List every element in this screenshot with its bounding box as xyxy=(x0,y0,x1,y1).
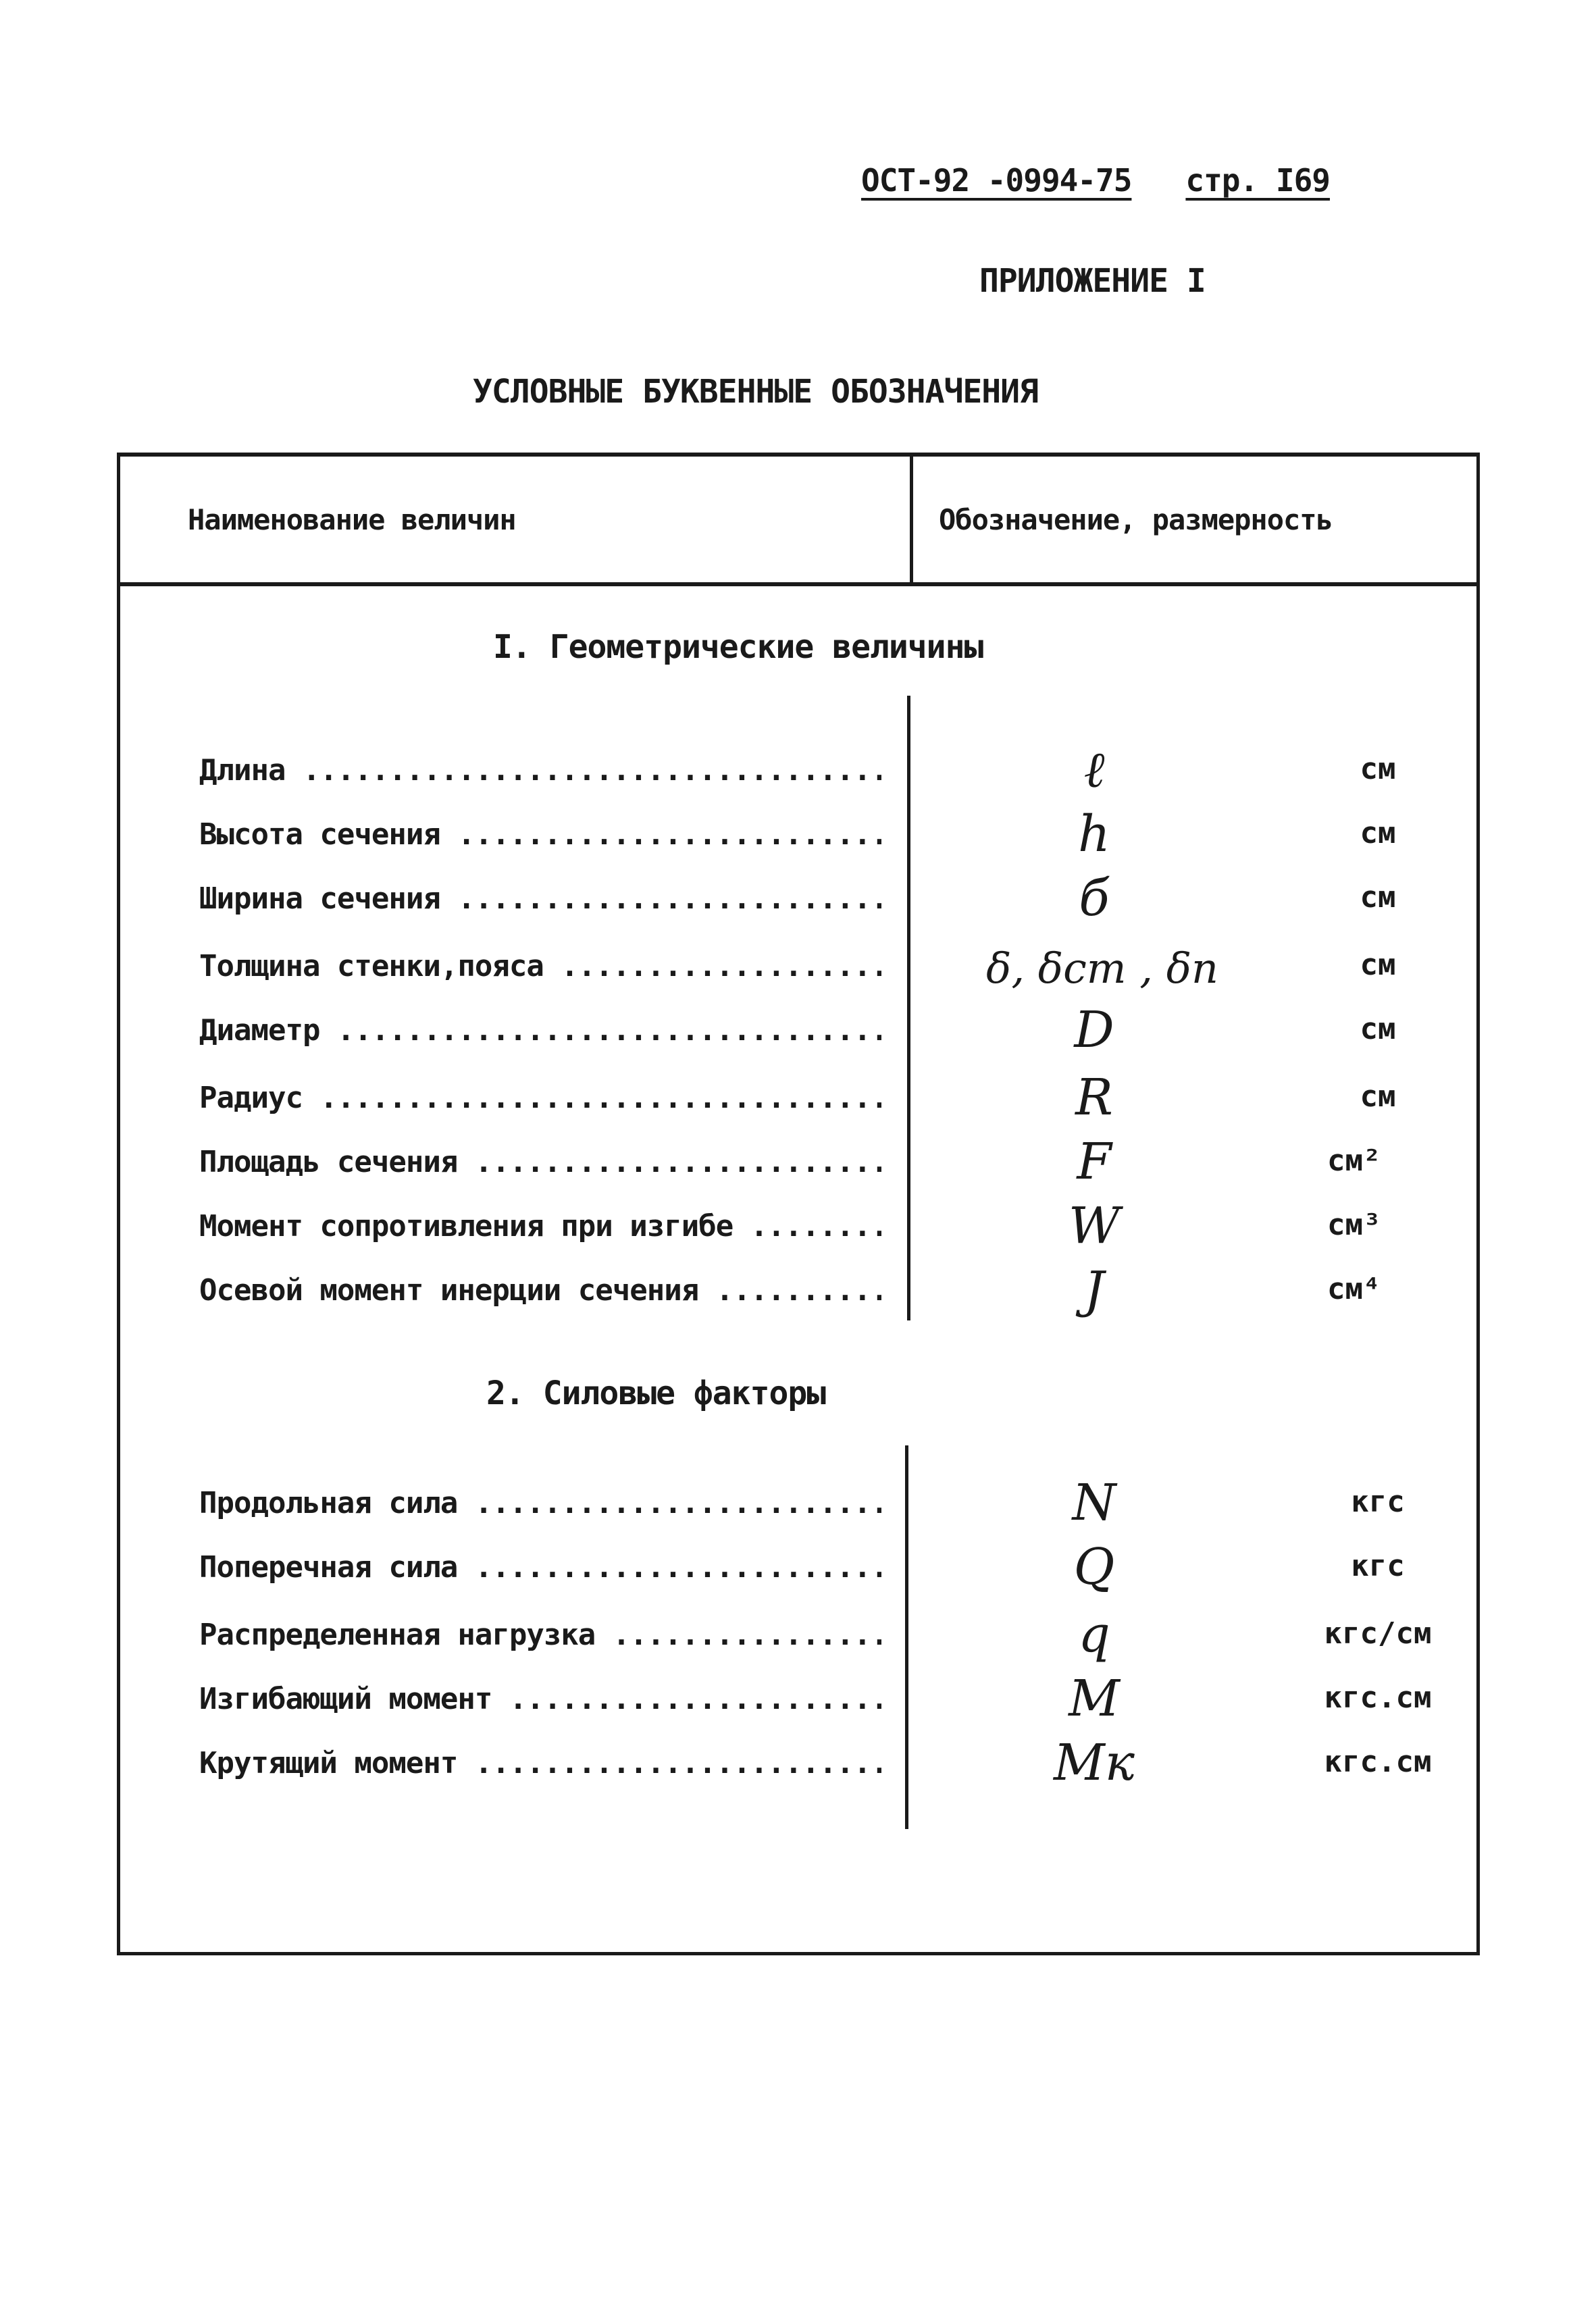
quantity-name: Диаметр ..... xyxy=(199,1013,881,1048)
column-header-symbol: Обозначение, размерность xyxy=(939,503,1333,536)
table-row xyxy=(0,1605,1596,1672)
table-row xyxy=(0,1069,1596,1135)
table-row xyxy=(0,1133,1596,1199)
quantity-unit: кгс.см xyxy=(1324,1745,1432,1779)
quantity-unit: см xyxy=(1360,1079,1396,1114)
table-row xyxy=(0,805,1596,871)
page-number: стр. I69 xyxy=(1185,162,1330,199)
table-row xyxy=(0,741,1596,807)
table-row xyxy=(0,1734,1596,1800)
quantity-name: Площадь сечения ..... xyxy=(199,1145,881,1179)
quantity-name: Ширина сечения ..... xyxy=(199,881,881,916)
quantity-unit: кгс.см xyxy=(1324,1680,1432,1715)
quantity-symbol: Mк xyxy=(1054,1734,1135,1792)
quantity-name: Поперечная сила ..... xyxy=(199,1550,881,1585)
page-title: УСЛОВНЫЕ БУКВЕННЫЕ ОБОЗНАЧЕНИЯ xyxy=(473,373,1038,411)
quantity-symbol: δ, δст , δп xyxy=(986,944,1218,993)
quantity-symbol: б xyxy=(1079,869,1110,927)
quantity-name: Высота сечения ..... xyxy=(199,817,881,852)
quantity-name: Радиус ..... xyxy=(199,1081,881,1115)
quantity-symbol: N xyxy=(1072,1474,1116,1532)
quantity-symbol: J xyxy=(1084,1261,1104,1319)
quantity-symbol: D xyxy=(1074,1001,1114,1059)
doc-code: ОСТ-92 -0994-75 xyxy=(861,162,1132,199)
quantity-unit: см xyxy=(1360,880,1396,915)
table-row xyxy=(0,869,1596,935)
quantity-name: Длина ..... xyxy=(199,753,881,788)
quantity-unit: см³ xyxy=(1327,1208,1381,1242)
table-row xyxy=(0,942,1596,1003)
quantity-symbol: R xyxy=(1075,1069,1113,1127)
quantity-unit: см² xyxy=(1327,1143,1381,1178)
document-header xyxy=(861,162,1330,199)
quantity-name: Момент сопротивления при изгибе ..... xyxy=(199,1209,881,1243)
quantity-name: Распределенная нагрузка ..... xyxy=(199,1618,881,1652)
section-title-force: 2. Силовые факторы xyxy=(486,1374,826,1412)
quantity-symbol: ℓ xyxy=(1083,741,1105,799)
quantity-unit: см xyxy=(1360,816,1396,850)
quantity-name: Осевой момент инерции сечения ..... xyxy=(199,1273,881,1308)
appendix-label: ПРИЛОЖЕНИЕ I xyxy=(979,262,1206,300)
quantity-unit: см xyxy=(1360,948,1396,982)
quantity-symbol: h xyxy=(1078,805,1110,863)
table-row xyxy=(0,1474,1596,1540)
table-row xyxy=(0,1538,1596,1604)
column-header-name: Наименование величин xyxy=(188,503,516,536)
quantity-symbol: F xyxy=(1077,1133,1112,1191)
header-divider xyxy=(117,582,1480,586)
table-row xyxy=(0,1670,1596,1736)
quantity-symbol: q xyxy=(1078,1605,1110,1664)
table-row xyxy=(0,1261,1596,1327)
quantity-symbol: W xyxy=(1068,1197,1121,1255)
quantity-name: Изгибающий момент ..... xyxy=(199,1682,881,1716)
quantity-unit: см xyxy=(1360,1012,1396,1046)
section-title-geometric: I. Геометрические величины xyxy=(493,628,983,666)
quantity-symbol: Q xyxy=(1073,1538,1115,1596)
quantity-name: Толщина стенки,пояса ..... xyxy=(199,949,881,983)
quantity-unit: кгс xyxy=(1351,1549,1405,1583)
table-row xyxy=(0,1197,1596,1263)
quantity-unit: см⁴ xyxy=(1327,1272,1381,1306)
quantity-name: Продольная сила ..... xyxy=(199,1486,881,1520)
quantity-unit: кгс xyxy=(1351,1485,1405,1519)
quantity-unit: см xyxy=(1360,752,1396,786)
quantity-symbol: M xyxy=(1069,1670,1120,1728)
quantity-unit: кгс/см xyxy=(1324,1616,1432,1651)
quantity-name: Крутящий момент ..... xyxy=(199,1746,881,1780)
header-column-divider xyxy=(910,453,913,584)
table-row xyxy=(0,1001,1596,1067)
